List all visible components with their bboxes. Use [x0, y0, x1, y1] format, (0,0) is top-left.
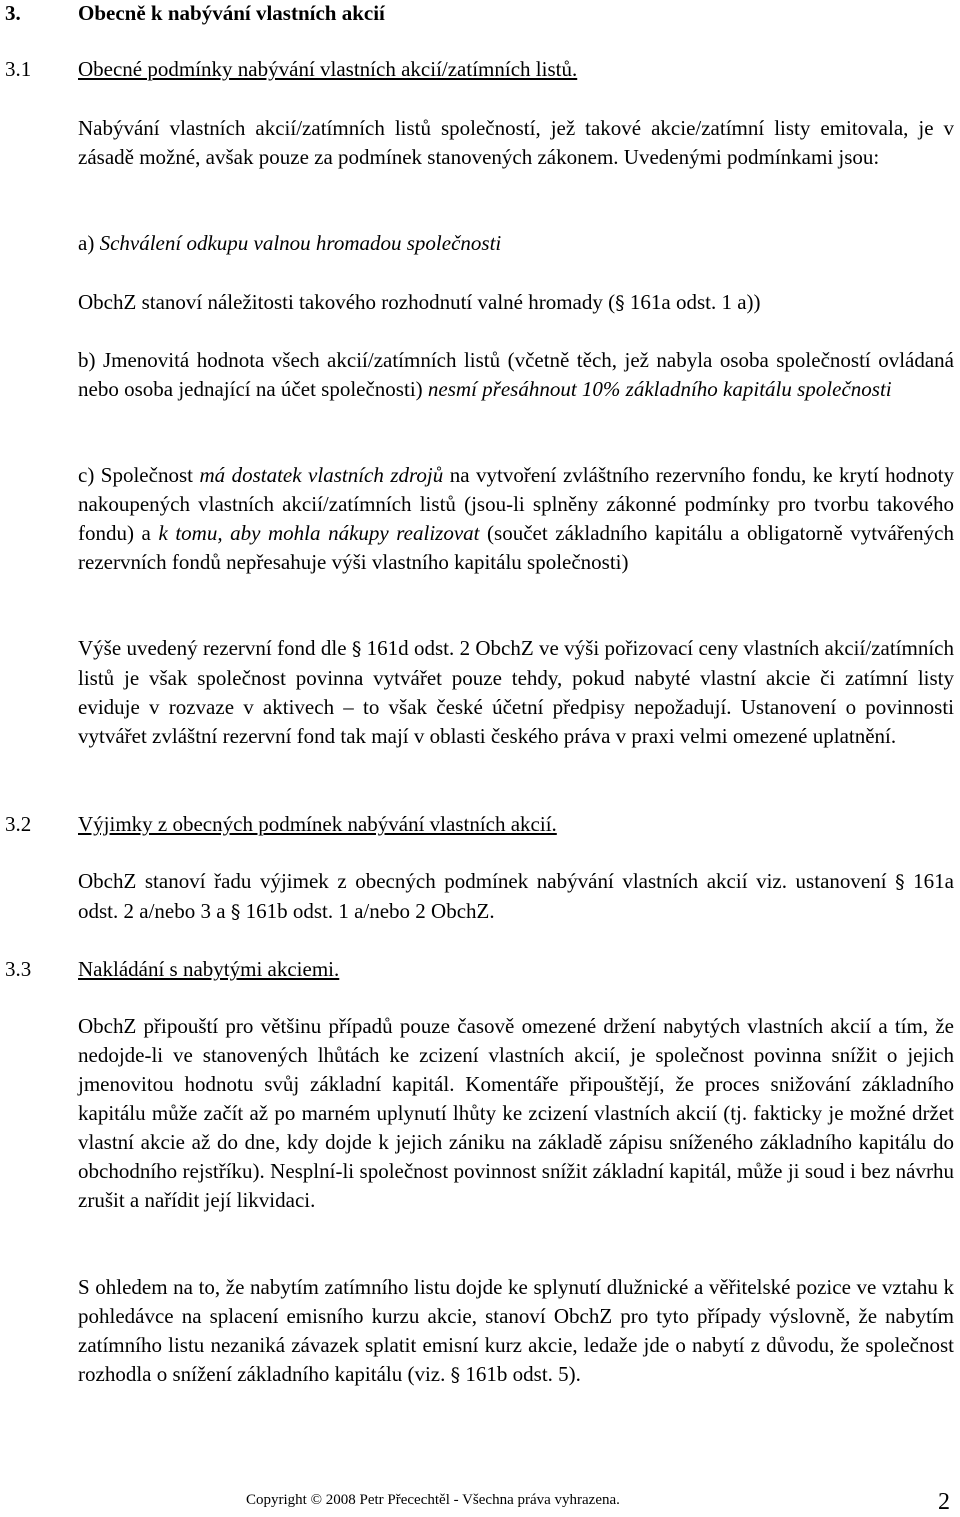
section-title: Obecné podmínky nabývání vlastních akcií/zatímních listů.	[78, 57, 578, 81]
section-number: 3.1	[5, 57, 32, 81]
exceptions-text: 161b odst. 1 a/nebo 2 ObchZ.	[240, 899, 495, 923]
chapter-number: 3.	[5, 1, 21, 25]
condition-c	[78, 461, 954, 577]
section-3-2-heading	[5, 811, 557, 837]
footer-copyright: Copyright © 2008 Petr Přecechtěl - Všechna práva vyhrazena.	[246, 1492, 620, 1508]
section-3-3-paragraph-1: ObchZ připouští pro většinu případů pouze časově omezené držení nabytých vlastních akcií a tím, že nedojde-li ve stanovených lhůtách ke zcizení vlastních akcií, je společnost povinna snížit o jejich jmenovitou hodnotu svůj základní kapitál. Komentáře připouštějí, že proces snižování základního kapitálu může začít až po marném uplynutí lhůty ke zcizení vlastních akcií (tj. fakticky je možné držet vlastní akcie až do dne, kdy dojde k jejich zániku na základě zápisu sníženého základního kapitálu do obchodního rejstříku). Nesplní-li společnost povinnost snížit základní kapitál, může ji soud i bez návrhu zrušit a nařídit její likvidaci.	[78, 1014, 954, 1212]
section-title: Výjimky z obecných podmínek nabývání vlastních akcií.	[78, 812, 557, 836]
condition-a-detail-ref: 161a odst. 1 a))	[624, 290, 761, 314]
section-number: 3.3	[5, 957, 32, 981]
condition-c-text: na vytvoření zvláštního rezervního fondu, ke krytí hodnoty nakoupených vlastních akcií/zatímních listů (jsou-li splněny zákonné podmínky pro tvorbu takového fondu) a	[78, 463, 954, 545]
condition-c-text: (součet základního kapitálu a obligatorně vytvářených rezervních fondů nepřesahuje výši vlastního kapitálu společnosti)	[78, 521, 955, 574]
chapter-heading	[5, 0, 385, 26]
condition-a-prefix: a)	[78, 231, 100, 255]
condition-c-text: c) Společnost	[78, 463, 200, 487]
exceptions-text: 161a odst. 2 a/nebo 3 a	[78, 869, 954, 923]
chapter-title: Obecně k nabývání vlastních akcií	[78, 1, 385, 25]
exceptions-text: ObchZ stanoví řadu výjimek z obecných podmínek nabývání vlastních akcií viz. ustanovení	[78, 869, 896, 893]
page-number: 2	[938, 1489, 950, 1515]
section-number: 3.2	[5, 812, 32, 836]
condition-b-text: b) Jmenovitá hodnota všech akcií/zatímních listů (včetně těch, jež nabyla osoba společností ovládaná nebo osoba jednající na účet společnosti)	[78, 348, 954, 401]
section-3-1-heading	[5, 56, 577, 82]
section-symbol: §	[351, 638, 362, 660]
reserve-fund-text: 161d odst. 2 ObchZ ve výši pořizovací ceny vlastních akcií/zatímních listů je však společnost povinna vytvářet pouze tehdy, pokud nabyté vlastní akcie či zatímní listy eviduje v rozvaze v aktivech – to však české účetní předpisy nepožadují. Ustanovení o povinnosti vytvářet zvláštní rezervní fond tak mají v oblasti českého práva v praxi velmi omezené uplatnění.	[78, 636, 954, 748]
reserve-fund-paragraph	[78, 634, 954, 751]
section-symbol: §	[230, 901, 241, 923]
reserve-fund-text: Výše uvedený rezervní fond dle	[78, 636, 352, 660]
condition-b-emphasis: nesmí přesáhnout 10% základního kapitálu společnosti	[427, 377, 892, 401]
condition-a-title: Schválení odkupu valnou hromadou společnosti	[99, 231, 502, 255]
condition-a-detail	[78, 288, 954, 318]
section-3-3-paragraph-2	[78, 1273, 954, 1390]
section-3-1-intro: Nabývání vlastních akcií/zatímních listů společností, jež takové akcie/zatímní listy emitovala, je v zásadě možné, avšak pouze za podmínek stanovených zákonem. Uvedenými podmínkami jsou:	[78, 116, 954, 169]
condition-c-emphasis: k tomu, aby mohla nákupy realizovat	[158, 521, 480, 545]
condition-c-emphasis: má dostatek vlastních zdrojů	[199, 463, 444, 487]
section-3-3-heading	[5, 956, 339, 982]
interim-certificate-text: S ohledem na to, že nabytím zatímního listu dojde ke splynutí dlužnické a věřitelské pozice ve vztahu k pohledávce na splacení emisního kurzu akcie, stanoví ObchZ pro tyto případy výslovně, že nabytím zatímního listu nezaniká závazek splatit emisní kurz akcie, ledaže jde o nabytí z důvodu, že společnost rozhodla o snížení základního kapitálu (viz.	[78, 1275, 954, 1386]
section-3-2-text	[78, 867, 954, 927]
interim-certificate-text: 161b odst. 5).	[460, 1362, 581, 1386]
condition-a-detail-text: ObchZ stanoví náležitosti takového rozhodnutí valné hromady (	[78, 290, 616, 314]
section-symbol: §	[895, 871, 905, 893]
condition-a	[78, 229, 954, 258]
section-title: Nakládání s nabytými akciemi.	[78, 957, 340, 981]
condition-b	[78, 346, 954, 404]
section-symbol: §	[450, 1364, 461, 1386]
section-symbol: §	[615, 292, 625, 314]
